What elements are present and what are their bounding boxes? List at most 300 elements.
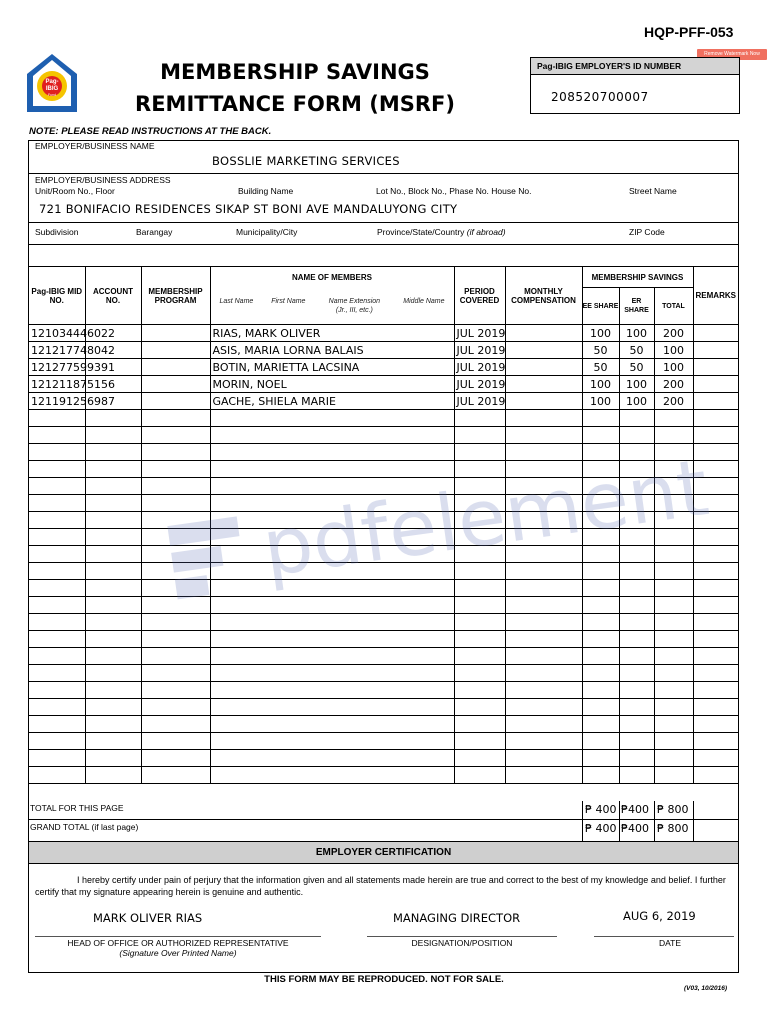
page-total-ee[interactable]: ₱ 400 (585, 803, 617, 816)
cell-total[interactable] (654, 563, 693, 580)
cell-account[interactable] (85, 665, 141, 682)
cell-ee[interactable] (582, 767, 619, 784)
cell-mid[interactable] (29, 614, 85, 631)
cell-mid[interactable] (29, 580, 85, 597)
cell-program[interactable] (141, 495, 210, 512)
cell-mid[interactable] (29, 444, 85, 461)
cell-account[interactable] (85, 376, 141, 393)
cell-remarks[interactable] (693, 546, 738, 563)
employer-id-value[interactable]: 208520700007 (551, 90, 649, 104)
cell-er[interactable] (619, 580, 654, 597)
cell-program[interactable] (141, 444, 210, 461)
cell-period[interactable] (454, 733, 505, 750)
grand-total-total[interactable]: ₱ 800 (657, 822, 689, 835)
cell-er[interactable] (619, 750, 654, 767)
cell-period[interactable] (454, 529, 505, 546)
cell-program[interactable] (141, 427, 210, 444)
cell-mid[interactable] (29, 665, 85, 682)
cell-er[interactable]: 100 (619, 376, 654, 393)
cell-program[interactable] (141, 580, 210, 597)
cell-ee[interactable] (582, 733, 619, 750)
cell-remarks[interactable] (693, 393, 738, 410)
cell-compensation[interactable] (505, 631, 582, 648)
cell-mid[interactable] (29, 563, 85, 580)
cell-compensation[interactable] (505, 767, 582, 784)
cell-program[interactable] (141, 631, 210, 648)
cell-ee[interactable]: 100 (582, 376, 619, 393)
remittance-form (28, 140, 739, 973)
cell-remarks[interactable] (693, 597, 738, 614)
cell-ee[interactable] (582, 750, 619, 767)
cell-name[interactable] (210, 665, 454, 682)
cell-name[interactable] (210, 682, 454, 699)
cell-program[interactable] (141, 410, 210, 427)
cell-name[interactable] (210, 512, 454, 529)
cell-mid[interactable] (29, 495, 85, 512)
cell-compensation[interactable] (505, 444, 582, 461)
cell-account[interactable] (85, 614, 141, 631)
cell-period[interactable] (454, 767, 505, 784)
cell-name[interactable] (210, 495, 454, 512)
cell-er[interactable] (619, 427, 654, 444)
cell-mid[interactable] (29, 478, 85, 495)
cell-name[interactable] (210, 580, 454, 597)
cell-er[interactable] (619, 461, 654, 478)
cell-total[interactable] (654, 597, 693, 614)
cell-period[interactable] (454, 563, 505, 580)
cell-period[interactable] (454, 750, 505, 767)
cell-name[interactable] (210, 461, 454, 478)
cell-er[interactable] (619, 410, 654, 427)
cell-total[interactable] (654, 631, 693, 648)
cell-ee[interactable] (582, 478, 619, 495)
cell-er[interactable] (619, 546, 654, 563)
cell-er[interactable] (619, 495, 654, 512)
cell-period[interactable] (454, 495, 505, 512)
cell-name[interactable] (210, 478, 454, 495)
cell-ee[interactable] (582, 716, 619, 733)
cell-remarks[interactable] (693, 648, 738, 665)
cell-program[interactable] (141, 665, 210, 682)
grand-total-er[interactable]: ₱400 (621, 822, 649, 835)
cell-account[interactable] (85, 393, 141, 410)
cell-er[interactable]: 50 (619, 342, 654, 359)
cell-mid[interactable] (29, 699, 85, 716)
cell-total[interactable]: 200 (654, 393, 693, 410)
signatory-label (35, 938, 321, 958)
cell-name[interactable]: RIAS, MARK OLIVER (210, 325, 454, 342)
cell-mid[interactable]: 121034446022 (31, 326, 115, 340)
cell-remarks[interactable] (693, 410, 738, 427)
cell-account[interactable] (85, 699, 141, 716)
cell-name[interactable]: BOTIN, MARIETTA LACSINA (210, 359, 454, 376)
cell-er[interactable] (619, 614, 654, 631)
cell-remarks[interactable] (693, 444, 738, 461)
cell-name[interactable] (210, 427, 454, 444)
cell-mid[interactable]: 121191256987 (31, 394, 115, 408)
cell-total[interactable] (654, 716, 693, 733)
cell-period[interactable] (454, 648, 505, 665)
cell-remarks[interactable] (693, 478, 738, 495)
cell-period[interactable] (454, 716, 505, 733)
cell-er[interactable] (619, 733, 654, 750)
cell-ee[interactable] (582, 597, 619, 614)
cell-compensation[interactable] (505, 665, 582, 682)
cell-mid[interactable]: 121277599391 (31, 360, 115, 374)
cell-mid[interactable] (29, 461, 85, 478)
cell-total[interactable] (654, 682, 693, 699)
cell-compensation[interactable] (505, 716, 582, 733)
title-line-1: MEMBERSHIP SAVINGS (160, 60, 430, 84)
cell-total[interactable]: 200 (654, 376, 693, 393)
cell-er[interactable]: 100 (619, 393, 654, 410)
cell-account[interactable] (85, 461, 141, 478)
subdivision-label: Subdivision (35, 227, 79, 237)
cell-er[interactable] (619, 478, 654, 495)
cell-account[interactable] (85, 580, 141, 597)
designation-value[interactable]: MANAGING DIRECTOR (393, 911, 521, 925)
employer-address-field[interactable]: 721 BONIFACIO RESIDENCES SIKAP ST BONI AVE MANDALUYONG CITY (39, 202, 458, 216)
cell-ee[interactable]: 50 (582, 359, 619, 376)
street-label: Street Name (629, 186, 677, 196)
cell-total[interactable] (654, 529, 693, 546)
cell-account[interactable] (85, 410, 141, 427)
table-row (29, 410, 738, 427)
cell-ee[interactable] (582, 699, 619, 716)
cell-account[interactable] (85, 427, 141, 444)
cell-program[interactable] (141, 529, 210, 546)
cell-name[interactable]: MORIN, NOEL (210, 376, 454, 393)
cell-ee[interactable] (582, 648, 619, 665)
cell-total[interactable] (654, 614, 693, 631)
cell-name[interactable] (210, 444, 454, 461)
cell-account[interactable] (85, 546, 141, 563)
cell-mid[interactable] (29, 750, 85, 767)
cell-remarks[interactable] (693, 682, 738, 699)
cell-name[interactable] (210, 750, 454, 767)
cell-compensation[interactable] (505, 495, 582, 512)
cell-period[interactable] (454, 580, 505, 597)
cell-period[interactable] (454, 614, 505, 631)
cell-mid[interactable] (29, 512, 85, 529)
cell-mid[interactable] (29, 427, 85, 444)
cell-ee[interactable]: 100 (582, 325, 619, 342)
cell-remarks[interactable] (693, 512, 738, 529)
cell-mid[interactable] (29, 546, 85, 563)
cell-ee[interactable] (582, 495, 619, 512)
cell-mid[interactable] (29, 529, 85, 546)
cell-remarks[interactable] (693, 614, 738, 631)
cell-mid[interactable] (29, 767, 85, 784)
cell-program[interactable] (141, 342, 210, 359)
cell-mid[interactable] (29, 631, 85, 648)
cell-compensation[interactable] (505, 461, 582, 478)
cell-total[interactable] (654, 733, 693, 750)
cell-compensation[interactable] (505, 682, 582, 699)
cell-program[interactable] (141, 359, 210, 376)
cell-remarks[interactable] (693, 563, 738, 580)
signatory-name[interactable]: MARK OLIVER RIAS (93, 911, 203, 925)
cell-compensation[interactable] (505, 410, 582, 427)
cell-compensation[interactable] (505, 750, 582, 767)
cell-ee[interactable]: 100 (582, 393, 619, 410)
cell-compensation[interactable] (505, 342, 582, 359)
cell-name[interactable] (210, 733, 454, 750)
cell-compensation[interactable] (505, 376, 582, 393)
cell-account[interactable] (85, 767, 141, 784)
cell-name[interactable] (210, 597, 454, 614)
cell-account[interactable] (85, 750, 141, 767)
cell-account[interactable] (85, 682, 141, 699)
cell-name[interactable] (210, 614, 454, 631)
cell-ee[interactable] (582, 682, 619, 699)
cell-period[interactable] (454, 597, 505, 614)
cell-name[interactable] (210, 716, 454, 733)
cell-compensation[interactable] (505, 325, 582, 342)
cell-account[interactable] (85, 597, 141, 614)
cell-period[interactable] (454, 410, 505, 427)
cell-er[interactable] (619, 444, 654, 461)
cell-er[interactable] (619, 563, 654, 580)
cell-total[interactable] (654, 648, 693, 665)
cell-total[interactable] (654, 512, 693, 529)
cell-period[interactable] (454, 444, 505, 461)
cell-compensation[interactable] (505, 393, 582, 410)
cell-mid[interactable] (29, 410, 85, 427)
cell-ee[interactable] (582, 444, 619, 461)
cell-remarks[interactable] (693, 750, 738, 767)
cell-remarks[interactable] (693, 716, 738, 733)
header-last-name: Last Name (219, 297, 254, 305)
cell-remarks[interactable] (693, 325, 738, 342)
cell-mid[interactable] (29, 716, 85, 733)
cell-account[interactable] (85, 716, 141, 733)
cell-period[interactable]: JUL 2019 (454, 325, 505, 342)
cell-period[interactable]: JUL 2019 (454, 376, 505, 393)
cell-program[interactable] (141, 750, 210, 767)
cell-remarks[interactable] (693, 631, 738, 648)
designation-line (367, 936, 557, 937)
cell-account[interactable] (85, 325, 141, 342)
remove-watermark-button[interactable]: Remove Watermark Now (697, 49, 767, 60)
table-row (29, 325, 738, 342)
cell-er[interactable] (619, 512, 654, 529)
cell-er[interactable] (619, 699, 654, 716)
date-value[interactable]: AUG 6, 2019 (623, 909, 696, 923)
cell-account[interactable] (85, 512, 141, 529)
cell-er[interactable] (619, 648, 654, 665)
table-row (29, 597, 738, 614)
cell-period[interactable] (454, 427, 505, 444)
cell-program[interactable] (141, 733, 210, 750)
cell-ee[interactable]: 50 (582, 342, 619, 359)
cell-total[interactable] (654, 546, 693, 563)
employer-name-field[interactable]: BOSSLIE MARKETING SERVICES (212, 154, 400, 168)
divider (29, 222, 738, 223)
cell-ee[interactable] (582, 512, 619, 529)
cell-account[interactable] (85, 444, 141, 461)
grand-total-ee[interactable]: ₱ 400 (585, 822, 617, 835)
cell-remarks[interactable] (693, 495, 738, 512)
cell-mid[interactable]: 121211875156 (31, 377, 115, 391)
cell-period[interactable]: JUL 2019 (454, 393, 505, 410)
cell-total[interactable] (654, 444, 693, 461)
cell-compensation[interactable] (505, 648, 582, 665)
cell-er[interactable] (619, 631, 654, 648)
cell-ee[interactable] (582, 427, 619, 444)
cell-compensation[interactable] (505, 733, 582, 750)
cell-er[interactable]: 100 (619, 325, 654, 342)
cell-ee[interactable] (582, 529, 619, 546)
cell-name[interactable]: GACHE, SHIELA MARIE (210, 393, 454, 410)
cell-account[interactable] (85, 359, 141, 376)
cell-name[interactable] (210, 699, 454, 716)
cell-total[interactable]: 100 (654, 359, 693, 376)
cell-remarks[interactable] (693, 376, 738, 393)
cell-period[interactable] (454, 461, 505, 478)
cell-program[interactable] (141, 682, 210, 699)
cell-total[interactable] (654, 665, 693, 682)
cell-ee[interactable] (582, 631, 619, 648)
cell-total[interactable] (654, 478, 693, 495)
cell-name[interactable] (210, 529, 454, 546)
instructions-note: NOTE: PLEASE READ INSTRUCTIONS AT THE BACK. (29, 126, 272, 137)
cell-remarks[interactable] (693, 461, 738, 478)
table-row (29, 563, 738, 580)
cell-compensation[interactable] (505, 614, 582, 631)
cell-program[interactable] (141, 478, 210, 495)
cell-program[interactable] (141, 563, 210, 580)
cell-total[interactable] (654, 767, 693, 784)
cell-program[interactable] (141, 512, 210, 529)
cell-compensation[interactable] (505, 563, 582, 580)
cell-remarks[interactable] (693, 699, 738, 716)
cell-name[interactable] (210, 546, 454, 563)
cell-name[interactable] (210, 767, 454, 784)
cell-program[interactable] (141, 546, 210, 563)
cell-program[interactable] (141, 393, 210, 410)
cell-period[interactable] (454, 546, 505, 563)
cell-remarks[interactable] (693, 427, 738, 444)
cell-remarks[interactable] (693, 342, 738, 359)
employer-address-label: EMPLOYER/BUSINESS ADDRESS (35, 175, 171, 185)
cell-compensation[interactable] (505, 359, 582, 376)
cell-name[interactable] (210, 631, 454, 648)
cell-account[interactable] (85, 733, 141, 750)
cell-period[interactable] (454, 682, 505, 699)
cell-mid[interactable] (29, 597, 85, 614)
cell-program[interactable] (141, 767, 210, 784)
cell-total[interactable]: 100 (654, 342, 693, 359)
cell-er[interactable] (619, 716, 654, 733)
cell-compensation[interactable] (505, 546, 582, 563)
cell-period[interactable]: JUL 2019 (454, 359, 505, 376)
cell-remarks[interactable] (693, 529, 738, 546)
cell-mid[interactable] (29, 682, 85, 699)
cell-mid[interactable] (29, 648, 85, 665)
cell-ee[interactable] (582, 461, 619, 478)
cell-total[interactable] (654, 750, 693, 767)
cell-mid[interactable]: 121217748042 (31, 343, 115, 357)
cell-compensation[interactable] (505, 478, 582, 495)
cell-period[interactable] (454, 631, 505, 648)
cell-er[interactable]: 50 (619, 359, 654, 376)
cell-account[interactable] (85, 342, 141, 359)
cell-compensation[interactable] (505, 512, 582, 529)
cell-compensation[interactable] (505, 580, 582, 597)
cell-total[interactable]: 200 (654, 325, 693, 342)
cell-ee[interactable] (582, 665, 619, 682)
cell-account[interactable] (85, 478, 141, 495)
cell-program[interactable] (141, 614, 210, 631)
table-row (29, 427, 738, 444)
cell-total[interactable] (654, 495, 693, 512)
cell-total[interactable] (654, 427, 693, 444)
cell-name[interactable] (210, 410, 454, 427)
cell-remarks[interactable] (693, 767, 738, 784)
cell-account[interactable] (85, 563, 141, 580)
cell-period[interactable]: JUL 2019 (454, 342, 505, 359)
cell-er[interactable] (619, 767, 654, 784)
cell-name[interactable] (210, 563, 454, 580)
cell-total[interactable] (654, 410, 693, 427)
cell-er[interactable] (619, 529, 654, 546)
cell-ee[interactable] (582, 580, 619, 597)
page-total-er[interactable]: ₱400 (621, 803, 649, 816)
cell-total[interactable] (654, 699, 693, 716)
cell-er[interactable] (619, 597, 654, 614)
cell-account[interactable] (85, 648, 141, 665)
cell-compensation[interactable] (505, 699, 582, 716)
page-total-total[interactable]: ₱ 800 (657, 803, 689, 816)
cell-period[interactable] (454, 699, 505, 716)
cell-mid[interactable] (29, 733, 85, 750)
cell-program[interactable] (141, 325, 210, 342)
cell-er[interactable] (619, 682, 654, 699)
cell-ee[interactable] (582, 410, 619, 427)
cell-program[interactable] (141, 376, 210, 393)
cell-compensation[interactable] (505, 427, 582, 444)
cell-compensation[interactable] (505, 597, 582, 614)
cell-ee[interactable] (582, 614, 619, 631)
cell-remarks[interactable] (693, 580, 738, 597)
cell-program[interactable] (141, 716, 210, 733)
cell-period[interactable] (454, 512, 505, 529)
cell-ee[interactable] (582, 563, 619, 580)
header-mid: Pag-IBIG MID NO. (29, 267, 85, 325)
cell-remarks[interactable] (693, 733, 738, 750)
cell-er[interactable] (619, 665, 654, 682)
cell-period[interactable] (454, 665, 505, 682)
cell-program[interactable] (141, 461, 210, 478)
header-total: TOTAL (654, 288, 693, 325)
cell-remarks[interactable] (693, 665, 738, 682)
cell-account[interactable] (85, 529, 141, 546)
cell-total[interactable] (654, 461, 693, 478)
cell-program[interactable] (141, 648, 210, 665)
cell-account[interactable] (85, 631, 141, 648)
cell-program[interactable] (141, 597, 210, 614)
cell-ee[interactable] (582, 546, 619, 563)
cell-period[interactable] (454, 478, 505, 495)
cell-remarks[interactable] (693, 359, 738, 376)
cell-account[interactable] (85, 495, 141, 512)
cell-total[interactable] (654, 580, 693, 597)
cell-program[interactable] (141, 699, 210, 716)
cell-name[interactable]: ASIS, MARIA LORNA BALAIS (210, 342, 454, 359)
cell-name[interactable] (210, 648, 454, 665)
cell-compensation[interactable] (505, 529, 582, 546)
